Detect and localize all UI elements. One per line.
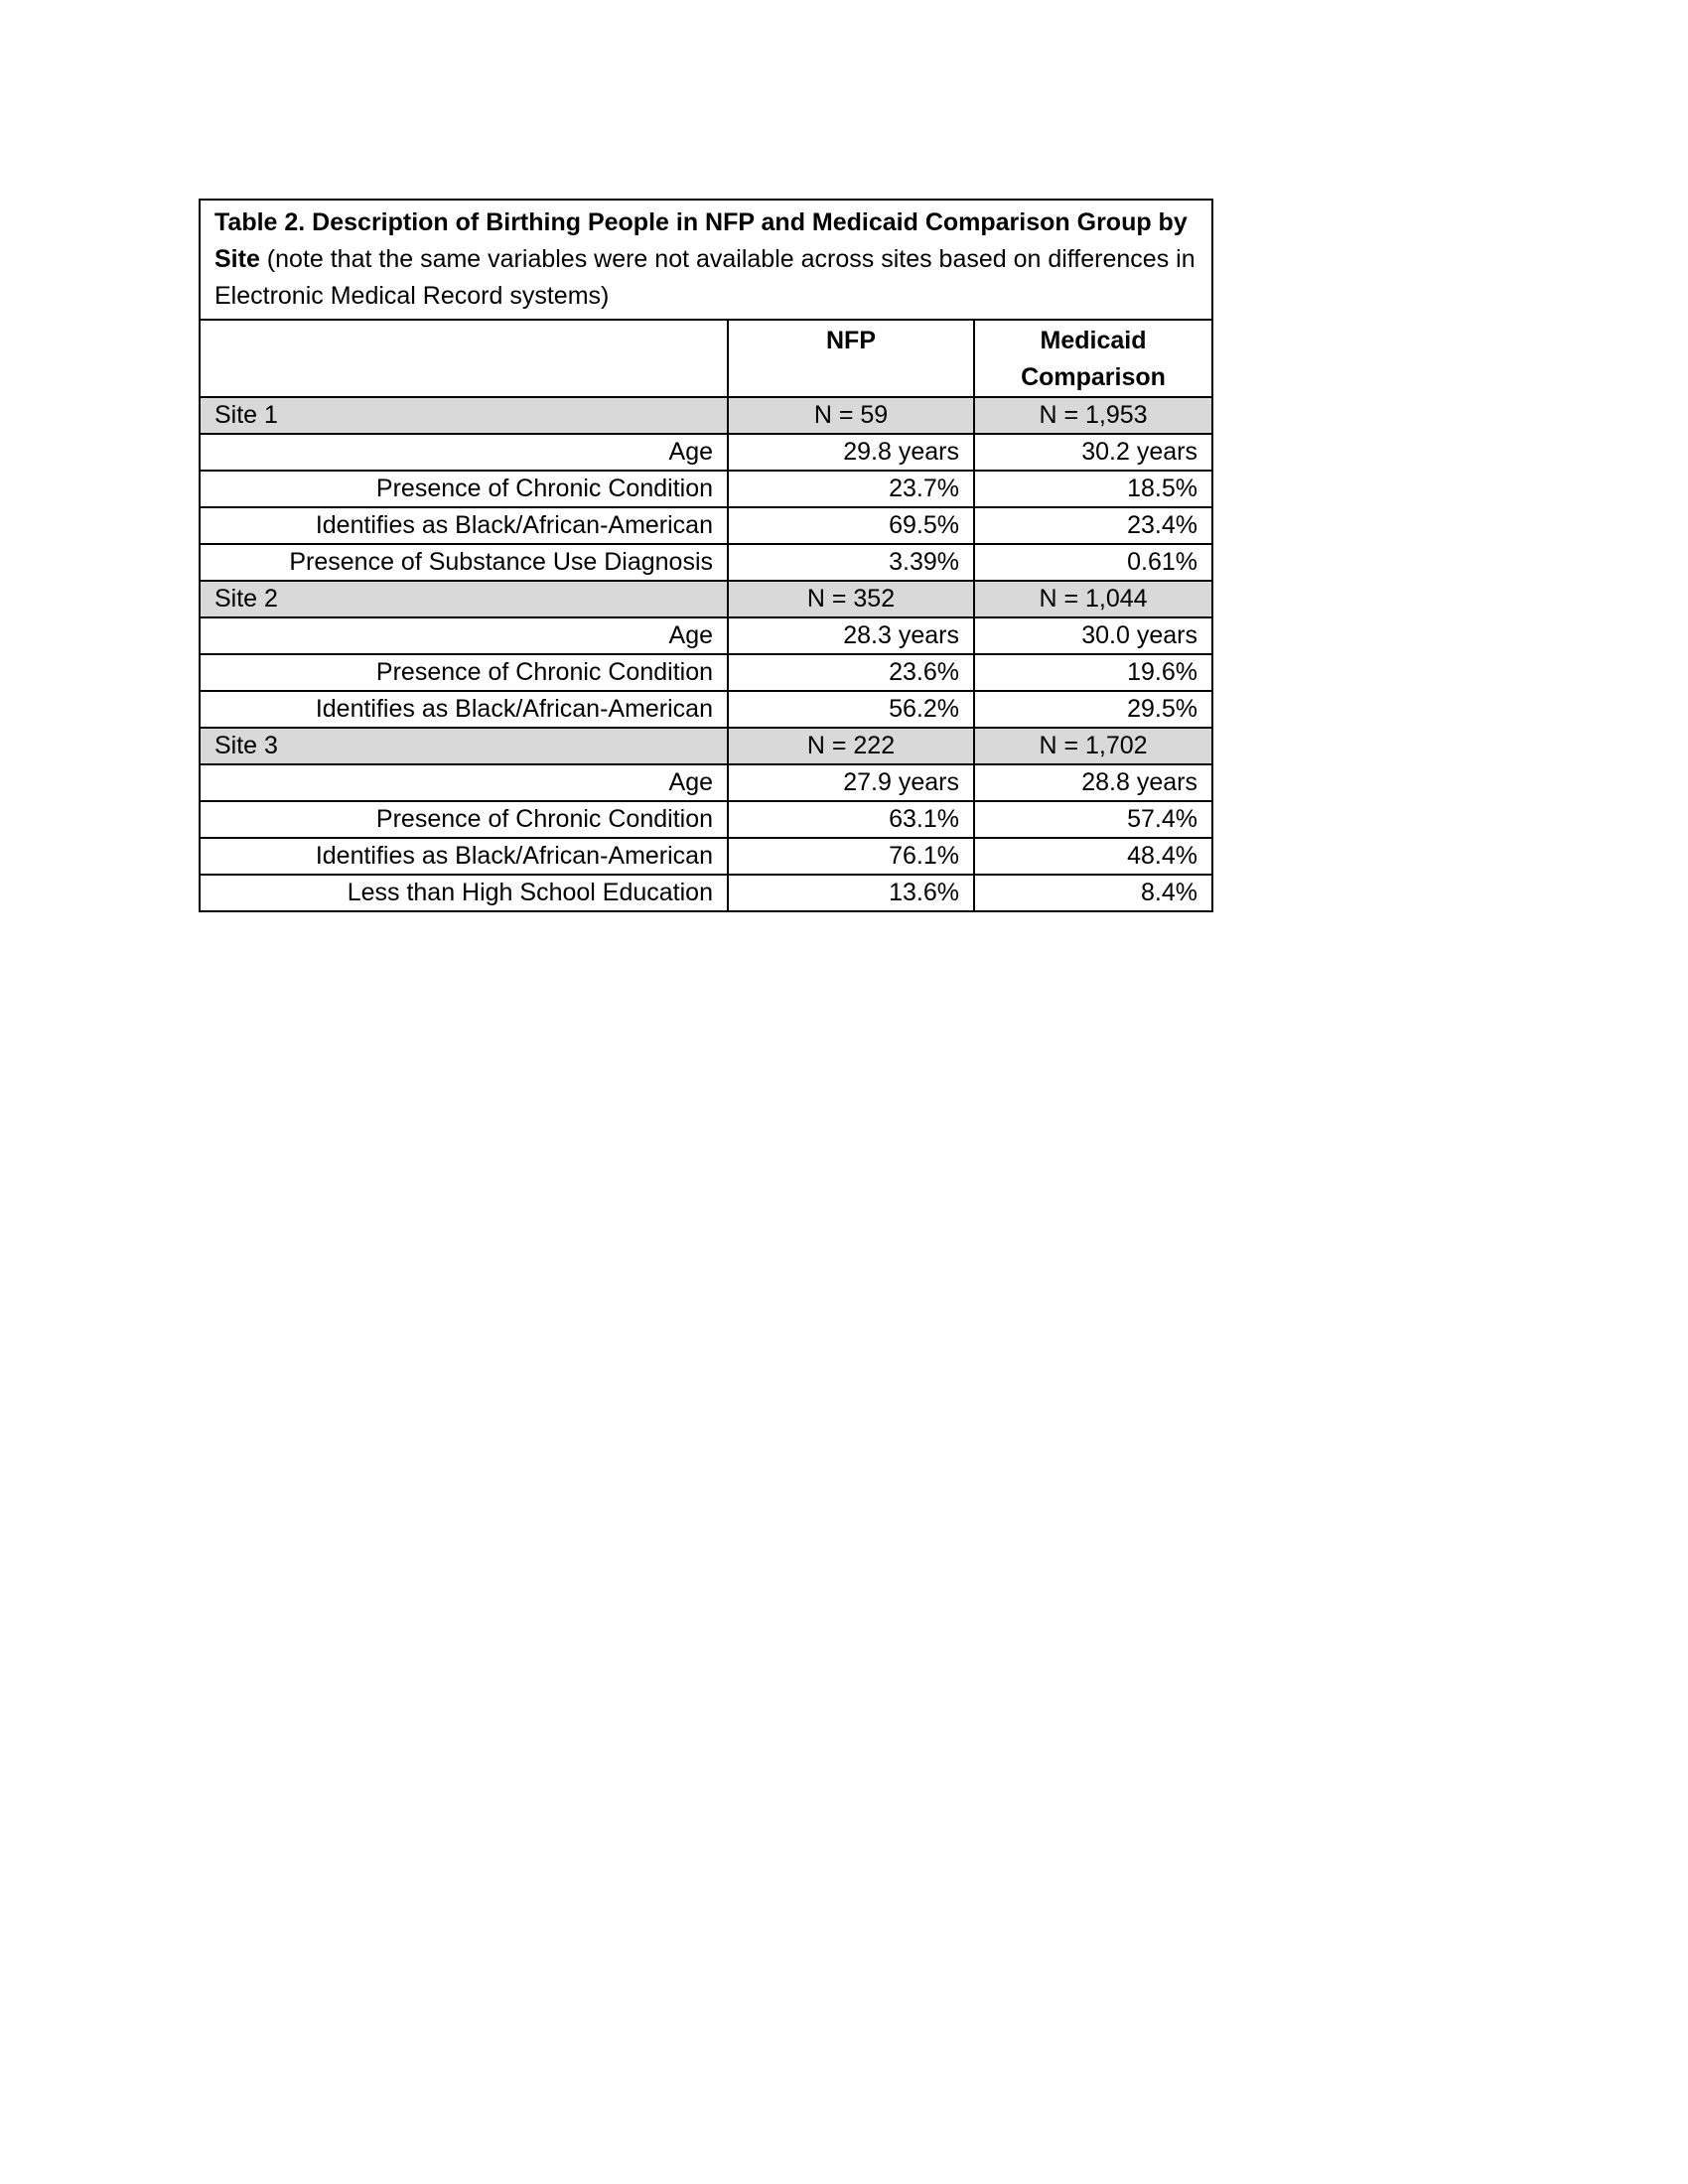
variable-label-cell: Age <box>200 434 728 471</box>
nfp-value-cell: 23.7% <box>728 471 974 507</box>
variable-label-cell: Identifies as Black/African-American <box>200 838 728 875</box>
site-row <box>200 397 1212 434</box>
medicaid-value-cell: 57.4% <box>974 801 1212 838</box>
site-nfp-n-cell: N = 352 <box>728 581 974 617</box>
site-medicaid-n-cell: N = 1,044 <box>974 581 1212 617</box>
site-name-cell: Site 2 <box>200 581 728 617</box>
variable-label-cell: Age <box>200 764 728 801</box>
table-row <box>200 654 1212 691</box>
caption-title: Table 2. Description of Birthing People in NFP and Medicaid Comparison Group by Site <box>214 208 1188 273</box>
header-nfp: NFP <box>728 320 974 397</box>
site-medicaid-n-cell: N = 1,953 <box>974 397 1212 434</box>
medicaid-value-cell: 28.8 years <box>974 764 1212 801</box>
variable-label-cell: Identifies as Black/African-American <box>200 691 728 728</box>
caption-row <box>200 200 1212 320</box>
nfp-value-cell: 23.6% <box>728 654 974 691</box>
medicaid-value-cell: 29.5% <box>974 691 1212 728</box>
table-caption <box>200 200 1212 320</box>
table-row <box>200 838 1212 875</box>
variable-label-cell: Identifies as Black/African-American <box>200 507 728 544</box>
medicaid-value-cell: 0.61% <box>974 544 1212 581</box>
table-row <box>200 507 1212 544</box>
site-medicaid-n-cell: N = 1,702 <box>974 728 1212 764</box>
site-row <box>200 581 1212 617</box>
medicaid-value-cell: 8.4% <box>974 875 1212 911</box>
nfp-value-cell: 63.1% <box>728 801 974 838</box>
table-row <box>200 434 1212 471</box>
site-name-cell: Site 3 <box>200 728 728 764</box>
medicaid-value-cell: 19.6% <box>974 654 1212 691</box>
variable-label-cell: Age <box>200 617 728 654</box>
nfp-value-cell: 28.3 years <box>728 617 974 654</box>
medicaid-value-cell: 48.4% <box>974 838 1212 875</box>
nfp-value-cell: 3.39% <box>728 544 974 581</box>
table-row <box>200 471 1212 507</box>
header-blank-cell <box>200 320 728 397</box>
table-row <box>200 801 1212 838</box>
nfp-value-cell: 27.9 years <box>728 764 974 801</box>
site-nfp-n-cell: N = 59 <box>728 397 974 434</box>
nfp-value-cell: 56.2% <box>728 691 974 728</box>
nfp-value-cell: 76.1% <box>728 838 974 875</box>
variable-label-cell: Less than High School Education <box>200 875 728 911</box>
table-row <box>200 764 1212 801</box>
site-nfp-n-cell: N = 222 <box>728 728 974 764</box>
header-medicaid-comparison: Medicaid Comparison <box>974 320 1212 397</box>
variable-label-cell: Presence of Chronic Condition <box>200 801 728 838</box>
variable-label-cell: Presence of Chronic Condition <box>200 654 728 691</box>
site-name-cell: Site 1 <box>200 397 728 434</box>
nfp-value-cell: 13.6% <box>728 875 974 911</box>
nfp-value-cell: 69.5% <box>728 507 974 544</box>
medicaid-value-cell: 23.4% <box>974 507 1212 544</box>
table-row <box>200 875 1212 911</box>
table-container <box>199 199 1211 912</box>
caption-note: (note that the same variables were not available across sites based on differences in Electronic Medical Record systems) <box>214 245 1196 310</box>
medicaid-value-cell: 18.5% <box>974 471 1212 507</box>
medicaid-value-cell: 30.2 years <box>974 434 1212 471</box>
nfp-value-cell: 29.8 years <box>728 434 974 471</box>
table-row <box>200 544 1212 581</box>
site-row <box>200 728 1212 764</box>
header-row <box>200 320 1212 397</box>
variable-label-cell: Presence of Substance Use Diagnosis <box>200 544 728 581</box>
variable-label-cell: Presence of Chronic Condition <box>200 471 728 507</box>
table-row <box>200 617 1212 654</box>
table-row <box>200 691 1212 728</box>
medicaid-value-cell: 30.0 years <box>974 617 1212 654</box>
demographics-table <box>199 199 1213 912</box>
